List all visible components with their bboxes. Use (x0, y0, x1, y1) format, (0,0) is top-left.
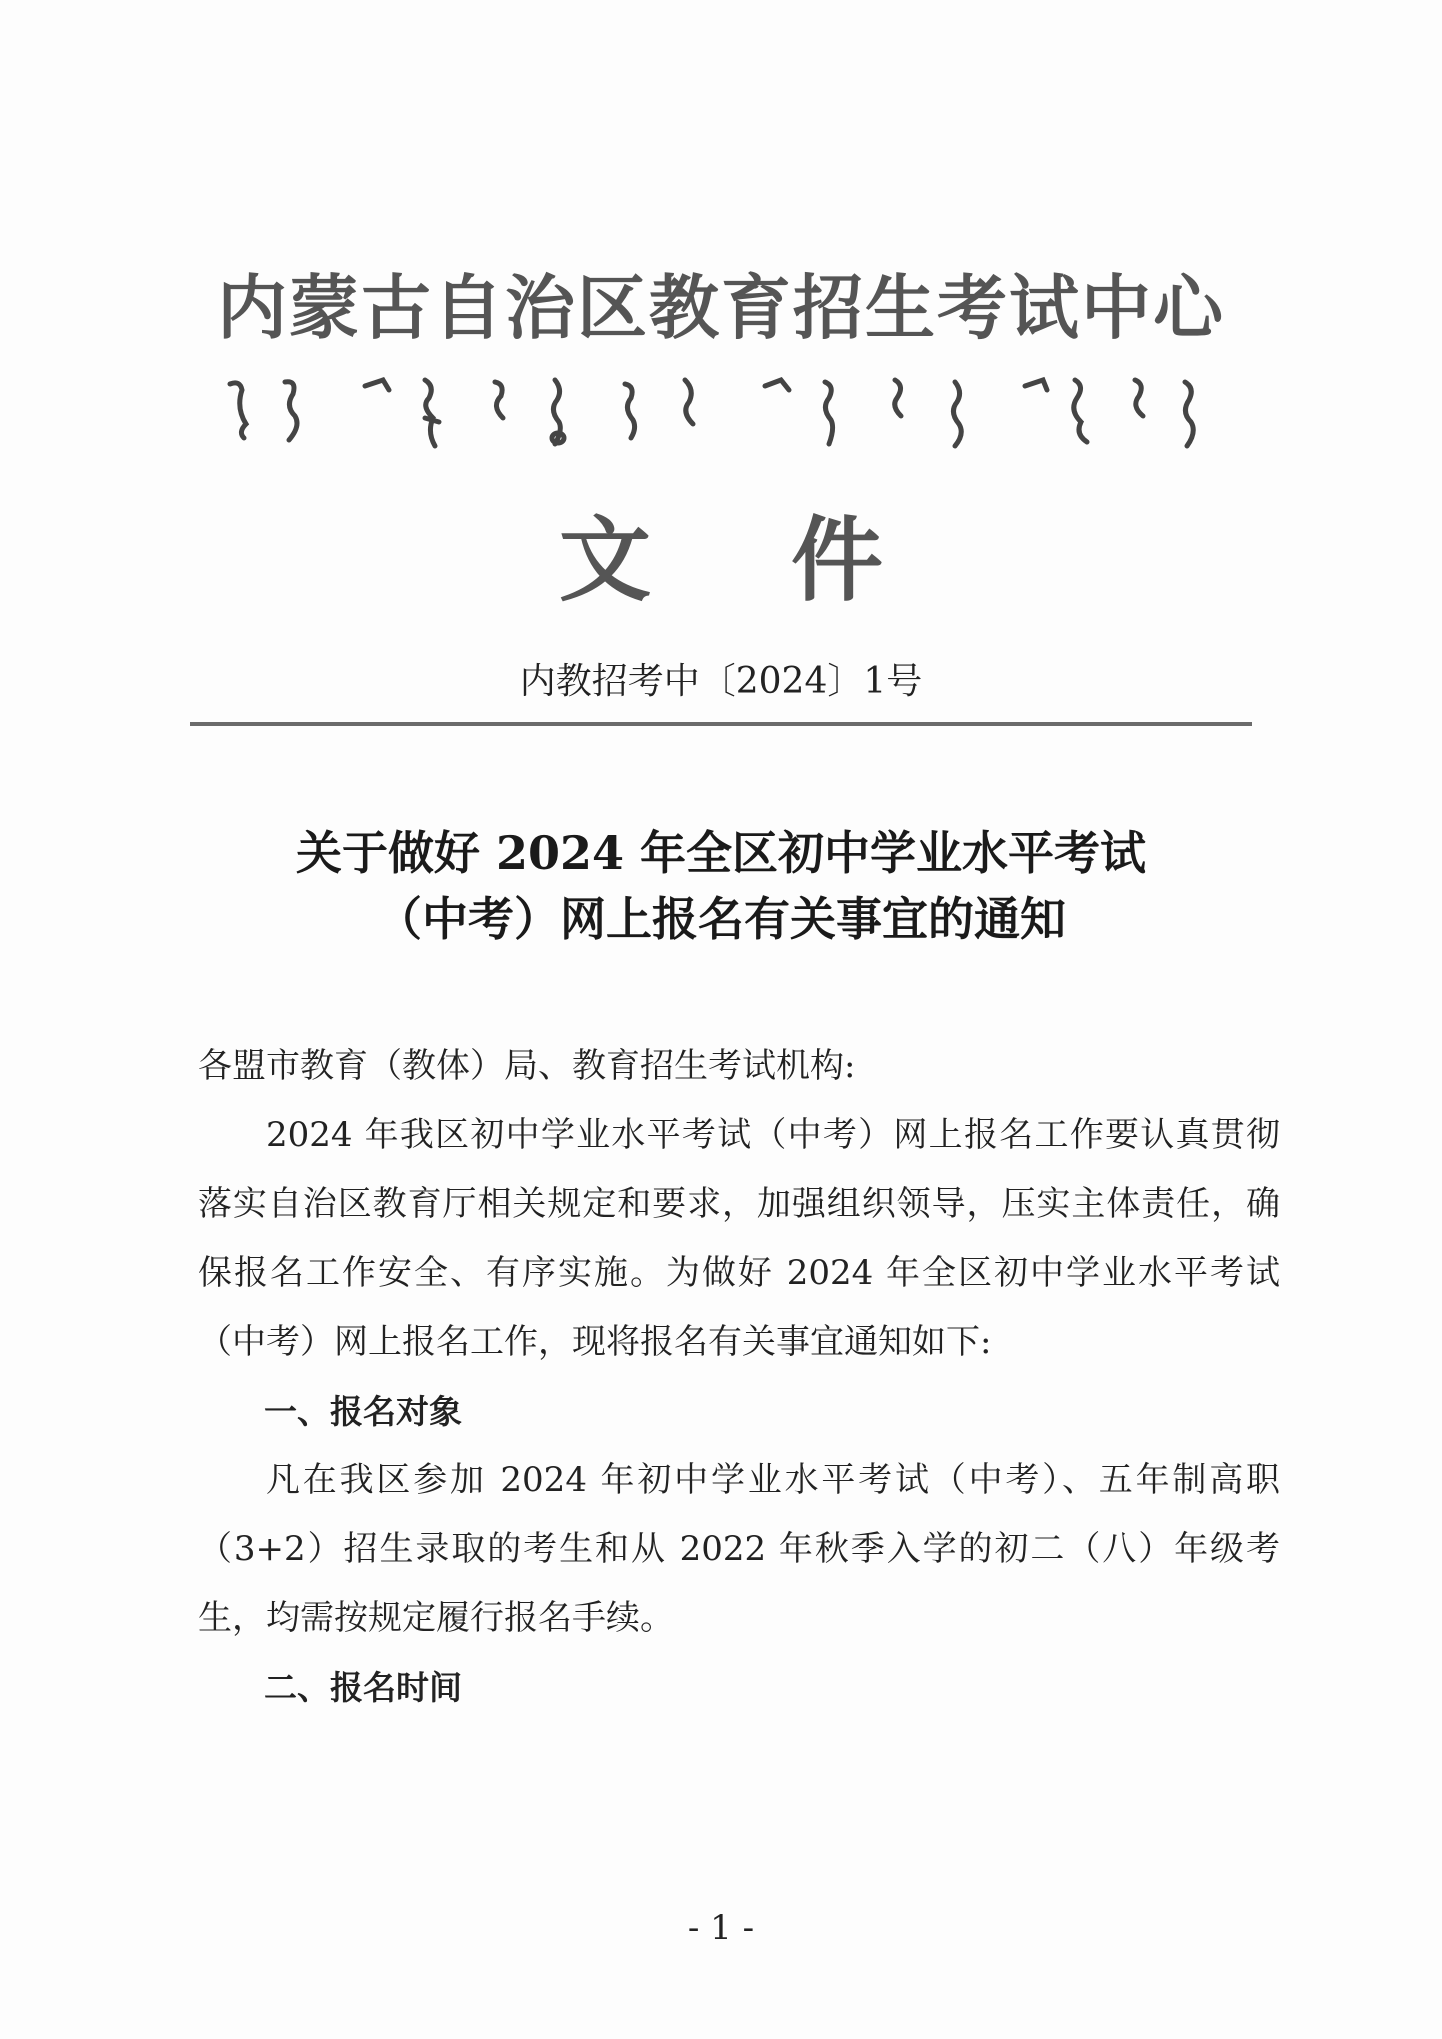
mongolian-script-emblem (225, 372, 1225, 452)
mongolian-script-text: ᠥᠪᠦᠷ ᠮᠣᠩᠭᠣᠯ ᠤᠨ ᠥᠪᠡᠷᠲᠡᠭᠡᠨ ᠵᠠᠰᠠᠬᠤ ᠣᠷᠣᠨ ᠤ ᠰᠤᠷᠭᠠᠨ ᠬᠦᠮᠦᠵᠢᠯ ᠦᠨ ᠰᠤᠷᠤᠭᠴᠢ ᠡᠯᠰᠡᠭᠦᠯᠬᠦ ᠰᠢᠯᠭᠠᠯᠲᠠ ᠶᠢᠨ ᠲᠥᠪ (225, 372, 270, 373)
issuer-name: 内蒙古自治区教育招生考试中心 (217, 266, 1225, 349)
title-line-2: （中考）网上报名有关事宜的通知 (376, 892, 1066, 946)
section-2-heading: 二、报名时间 (264, 1668, 462, 1707)
notice-title (0, 820, 1442, 952)
notice-body (198, 1032, 1280, 1722)
section-1-paragraph: 凡在我区参加 2024 年初中学业水平考试（中考）、五年制高职（3+2）招生录取的考生和从 2022 年秋季入学的初二（八）年级考生，均需按规定履行报名手续。 (198, 1460, 1280, 1638)
page-number: - 1 - (687, 1908, 755, 1948)
title-line-1: 关于做好 2024 年全区初中学业水平考试 (295, 826, 1147, 880)
section-1-heading: 一、报名对象 (264, 1392, 462, 1431)
document-number: 内教招考中〔2024〕1号 (519, 661, 923, 702)
header-divider (190, 722, 1252, 726)
intro-paragraph: 2024 年我区初中学业水平考试（中考）网上报名工作要认真贯彻落实自治区教育厅相关规定和要求，加强组织领导，压实主体责任，确保报名工作安全、有序实施。为做好 2024 年全区初中学业水平考试（中考）网上报名工作，现将报名有关事宜通知如下: (198, 1115, 1280, 1362)
document-label: 文件 (558, 506, 1023, 614)
salutation: 各盟市教育（教体）局、教育招生考试机构: (198, 1046, 856, 1086)
